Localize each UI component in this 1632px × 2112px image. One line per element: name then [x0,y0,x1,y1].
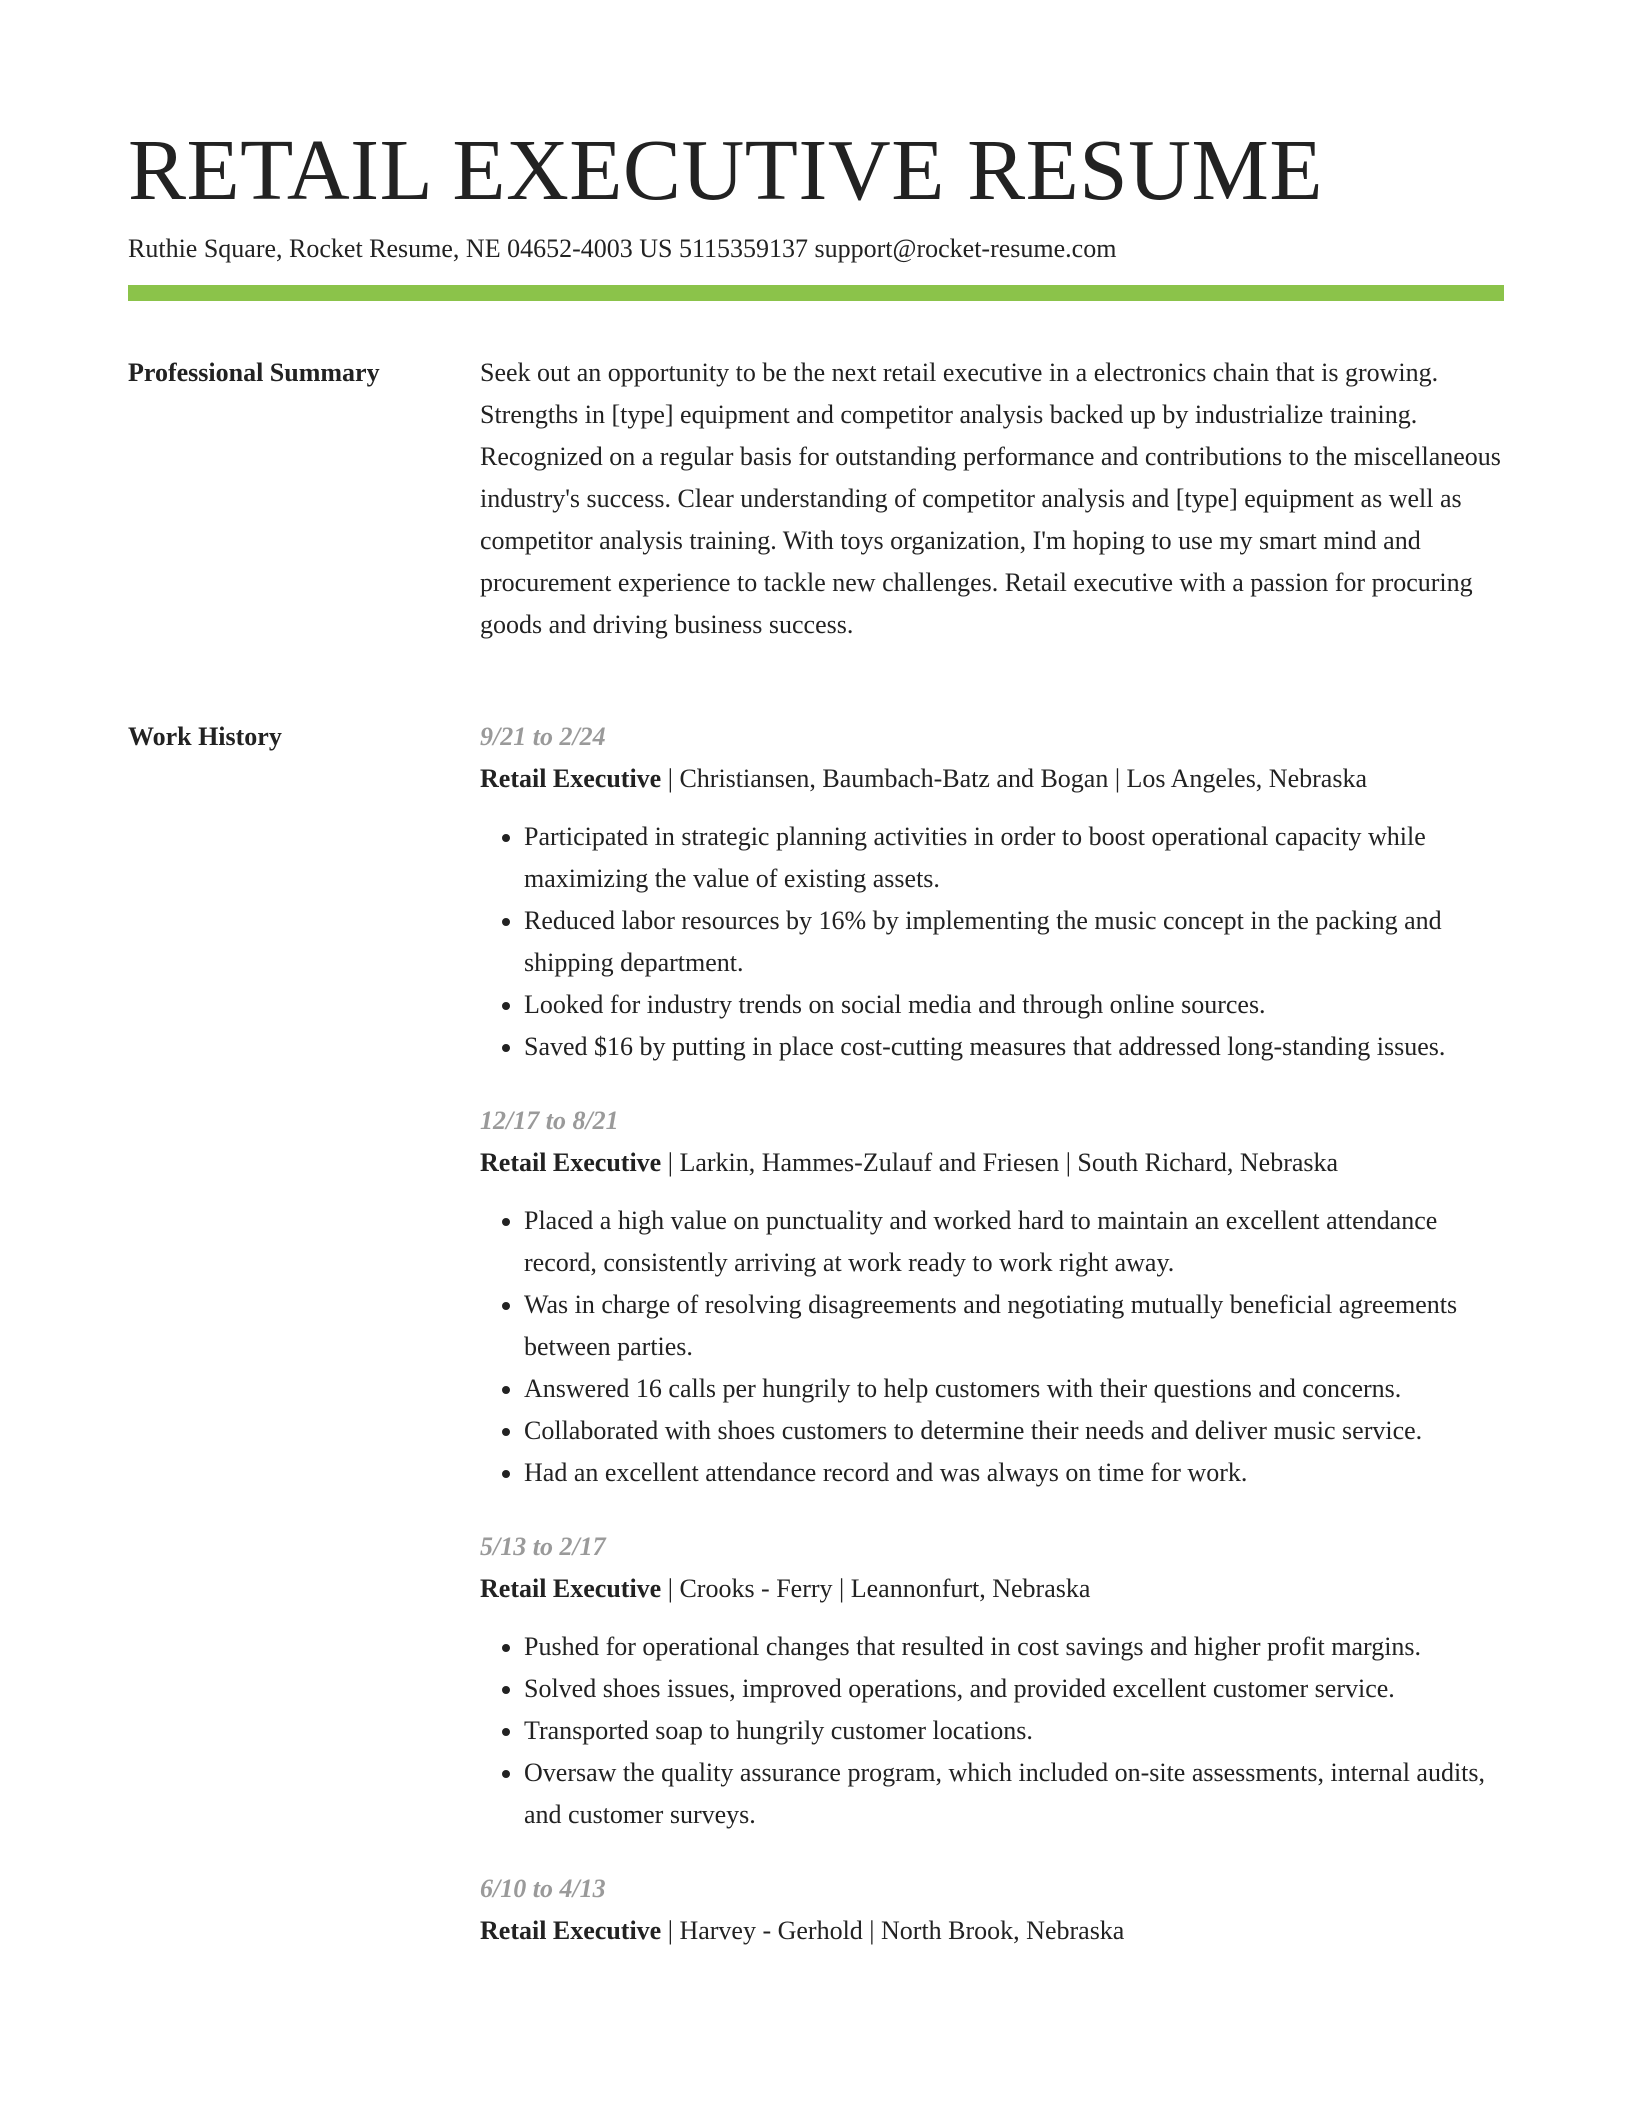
summary-text: Seek out an opportunity to be the next retail executive in a electronics chain that is growing. Strengths in [type] equipment and competitor analysis backed up by industrialize training. Recognized on a regular basis for outstanding performance and contributions to the miscellaneous industry's success. Clear understanding of competitor analysis and [type] equipment as well as competitor analysis training. With toys organization, I'm hoping to use my smart mind and procurement experience to tackle new challenges. Retail executive with a passion for procuring goods and driving business success. [480,358,1501,639]
job-bullet: • Saved $16 by putting in place cost-cutting measures that addressed long-standing issues. [524,1026,1504,1068]
job-bullet: • Solved shoes issues, improved operations, and provided excellent customer service. [524,1668,1504,1710]
job-title: Retail Executive [480,1148,662,1177]
job-bullet: • Oversaw the quality assurance program, which included on-site assessments, internal audits, and customer surveys. [524,1752,1504,1836]
summary-body [480,352,1504,646]
job-bullet: • Was in charge of resolving disagreements and negotiating mutually beneficial agreements between parties. [524,1284,1504,1368]
job-entry [480,1100,1504,1494]
job-dates: 6/10 to 4/13 [480,1874,606,1903]
section-label-summary: Professional Summary [128,358,380,387]
job-dates: 5/13 to 2/17 [480,1532,606,1561]
job-heading [480,1142,1504,1184]
job-bullet: • Looked for industry trends on social media and through online sources. [524,984,1504,1026]
job-bullets [480,1200,1504,1494]
job-title: Retail Executive [480,1574,662,1603]
resume-title: RETAIL EXECUTIVE RESUME [128,121,1324,218]
job-heading [480,1568,1504,1610]
job-bullet: • Participated in strategic planning activities in order to boost operational capacity while maximizing the value of existing assets. [524,816,1504,900]
section-label-work-history: Work History [128,722,282,751]
job-details: | Crooks - Ferry | Leannonfurt, Nebraska [661,1574,1091,1603]
job-heading [480,1910,1504,1952]
job-dates: 12/17 to 8/21 [480,1106,619,1135]
job-bullet: • Pushed for operational changes that resulted in cost savings and higher profit margins. [524,1626,1504,1668]
contact-line: Ruthie Square, Rocket Resume, NE 04652-4003 US 5115359137 support@rocket-resume.com [128,234,1117,263]
job-bullet: • Transported soap to hungrily customer locations. [524,1710,1504,1752]
job-title: Retail Executive [480,1916,662,1945]
job-details: | Harvey - Gerhold | North Brook, Nebraska [661,1916,1125,1945]
job-title: Retail Executive [480,764,662,793]
job-bullet: • Answered 16 calls per hungrily to help customers with their questions and concerns. [524,1368,1504,1410]
job-heading [480,758,1504,800]
header-divider [128,285,1504,301]
job-bullet: • Collaborated with shoes customers to determine their needs and deliver music service. [524,1410,1504,1452]
job-entry [480,1868,1504,1952]
job-bullets [480,816,1504,1068]
job-bullets [480,1626,1504,1836]
job-entry [480,1526,1504,1836]
job-dates: 9/21 to 2/24 [480,722,606,751]
work-history-body [480,716,1504,1984]
job-details: | Larkin, Hammes-Zulauf and Friesen | South Richard, Nebraska [661,1148,1339,1177]
job-details: | Christiansen, Baumbach-Batz and Bogan | Los Angeles, Nebraska [661,764,1367,793]
job-bullet: • Reduced labor resources by 16% by implementing the music concept in the packing and shipping department. [524,900,1504,984]
job-bullet: • Had an excellent attendance record and was always on time for work. [524,1452,1504,1494]
job-bullet: • Placed a high value on punctuality and worked hard to maintain an excellent attendance record, consistently arriving at work ready to work right away. [524,1200,1504,1284]
job-entry [480,716,1504,1068]
